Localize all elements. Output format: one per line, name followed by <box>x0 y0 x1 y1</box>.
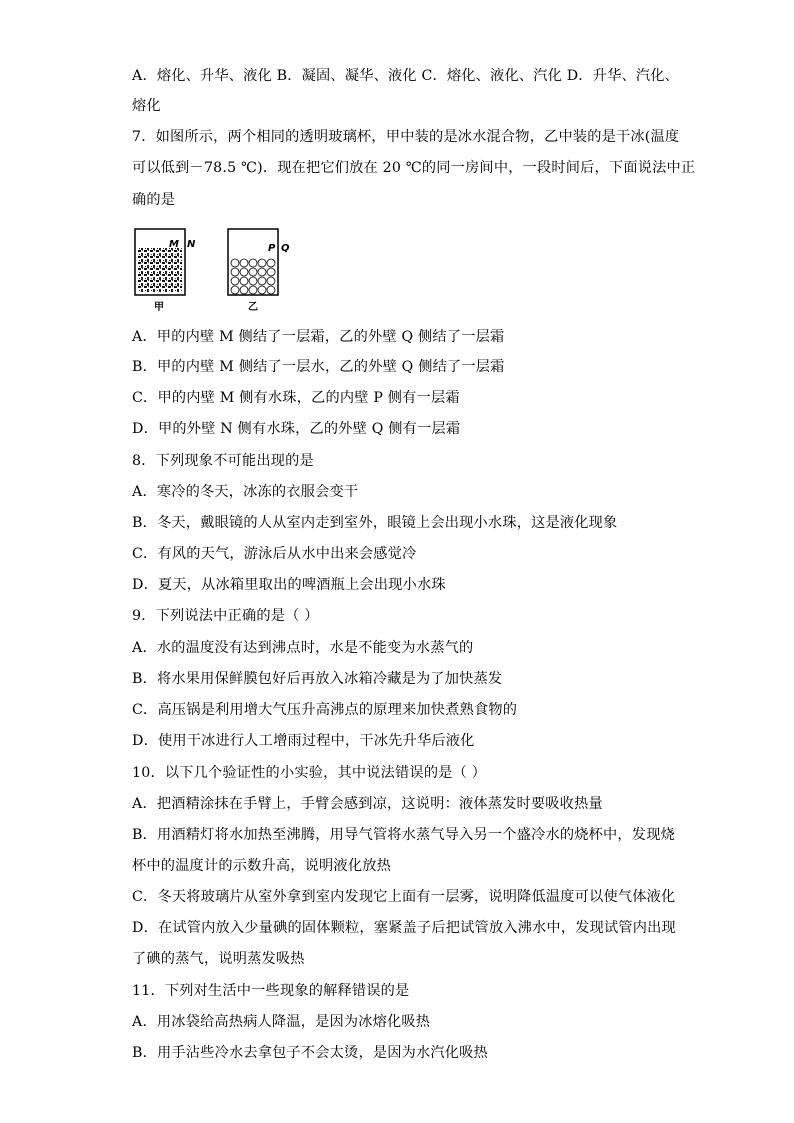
option-d: D．甲的外壁 N 侧有水珠，乙的外壁 Q 侧有一层霜 <box>132 421 461 437</box>
option-b: B．甲的内壁 M 侧结了一层水，乙的外壁 Q 侧结了一层霜 <box>132 359 505 375</box>
question-10-stem: 10．以下几个验证性的小实验，其中说法错误的是（ ） <box>132 765 487 781</box>
option-a: A．把酒精涂抹在手臂上，手臂会感到凉，这说明：液体蒸发时要吸收热量 <box>132 796 603 812</box>
option-a: A．甲的内壁 M 侧结了一层霜，乙的外壁 Q 侧结了一层霜 <box>132 329 505 345</box>
option-a: A．寒冷的冬天，冰冻的衣服会变干 <box>132 484 359 500</box>
text-line: 杯中的温度计的示数升高，说明液化放热 <box>132 858 391 874</box>
text-line: 确的是 <box>132 192 176 208</box>
option-c: C．有风的天气，游泳后从水中出来会感觉冷 <box>132 546 417 562</box>
label-p: P <box>268 243 276 254</box>
option-b: B．冬天，戴眼镜的人从室内走到室外，眼镜上会出现小水珠，这是液化现象 <box>132 515 618 531</box>
beaker-figure <box>132 226 302 316</box>
question-7-stem: 7．如图所示，两个相同的透明玻璃杯，甲中装的是冰水混合物，乙中装的是干冰(温度 <box>132 129 680 145</box>
caption-jia: 甲 <box>154 302 164 313</box>
text-line: 了碘的蒸气，说明蒸发吸热 <box>132 951 305 967</box>
text-line: 熔化 <box>132 98 161 114</box>
option-d: D．在试管内放入少量碘的固体颗粒，塞紧盖子后把试管放入沸水中，发现试管内出现 <box>132 920 676 936</box>
option-c: C．冬天将玻璃片从室外拿到室内发现它上面有一层雾，说明降低温度可以使气体液化 <box>132 889 676 905</box>
label-q: Q <box>281 243 290 254</box>
option-d: D．使用干冰进行人工增雨过程中，干冰先升华后液化 <box>132 733 475 749</box>
dry-ice-pellets <box>231 259 275 294</box>
label-m: M <box>169 239 179 250</box>
text-line: 可以低到－78.5 ℃)．现在把它们放在 20 ℃的同一房间中，一段时间后，下面说法中正 <box>132 160 696 176</box>
option-a: A．用冰袋给高热病人降温，是因为冰熔化吸热 <box>132 1014 431 1030</box>
question-8-stem: 8．下列现象不可能出现的是 <box>132 453 314 469</box>
question-11-stem: 11．下列对生活中一些现象的解释错误的是 <box>132 983 410 999</box>
caption-yi: 乙 <box>248 302 258 313</box>
option-a: A．水的温度没有达到沸点时，水是不能变为水蒸气的 <box>132 640 474 656</box>
ice-water-mixture <box>138 248 182 292</box>
beaker-diagram <box>132 226 302 316</box>
question-9-stem: 9．下列说法中正确的是（ ） <box>132 608 319 624</box>
text-line: A．熔化、升华、液化 B．凝固、凝华、液化 C．熔化、液化、汽化 D．升华、汽化、 <box>132 68 680 84</box>
option-b: B．用酒精灯将水加热至沸腾，用导气管将水蒸气导入另一个盛冷水的烧杯中，发现烧 <box>132 827 675 843</box>
option-c: C．高压锅是利用增大气压升高沸点的原理来加快煮熟食物的 <box>132 702 518 718</box>
option-b: B．将水果用保鲜膜包好后再放入冰箱冷藏是为了加快蒸发 <box>132 671 503 687</box>
label-n: N <box>187 239 196 250</box>
option-b: B．用手沾些冷水去拿包子不会太烫，是因为水汽化吸热 <box>132 1045 488 1061</box>
option-d: D．夏天，从冰箱里取出的啤酒瓶上会出现小水珠 <box>132 577 446 593</box>
option-c: C．甲的内壁 M 侧有水珠，乙的内壁 P 侧有一层霜 <box>132 390 460 406</box>
